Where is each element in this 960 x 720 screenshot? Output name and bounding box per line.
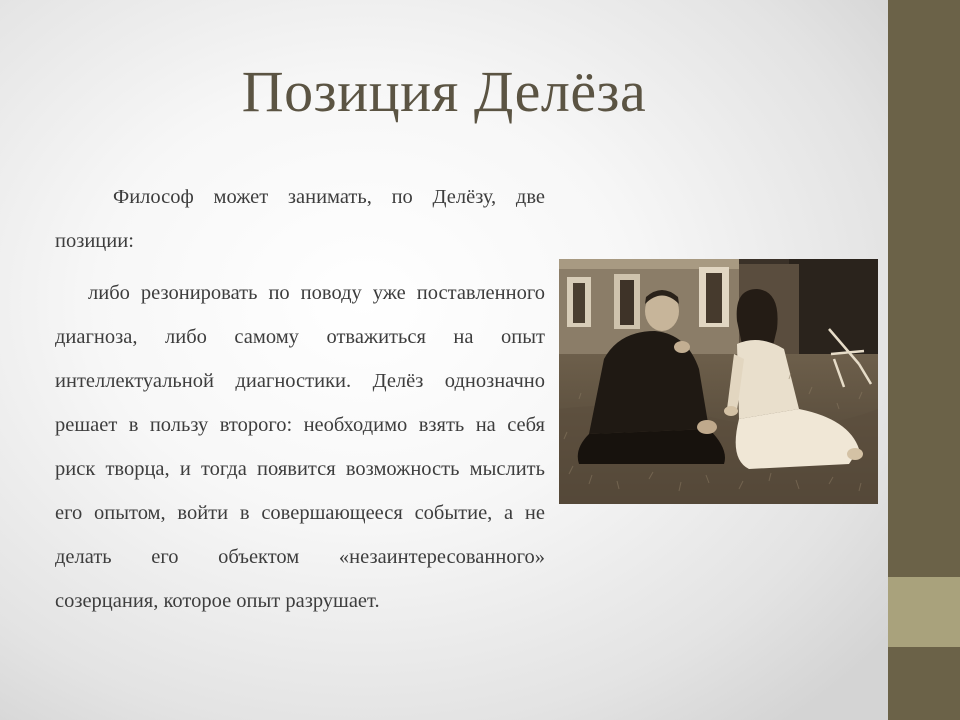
sidebar-band-accent	[888, 577, 960, 647]
paragraph-intro: Философ может занимать, по Делёзу, две позиции:	[55, 186, 545, 252]
sidebar-band-top	[888, 0, 960, 577]
slide-title: Позиция Делёза	[241, 59, 647, 124]
sepia-photo	[559, 259, 878, 504]
decorative-sidebar	[888, 0, 960, 720]
paragraph-main: либо резонировать по поводу уже поставленного диагноза, либо самому отважиться на опыт интеллектуальной диагностики. Делёз однозначно решает в пользу второго: необходимо взять на себя риск творца, и тогда появится возможность мыслить его опытом, войти в совершающееся событие, а не делать его объектом «незаинтересованного» созерцания, которое опыт разрушает.	[55, 282, 545, 612]
sidebar-band-bottom	[888, 647, 960, 720]
body-text	[55, 175, 545, 623]
